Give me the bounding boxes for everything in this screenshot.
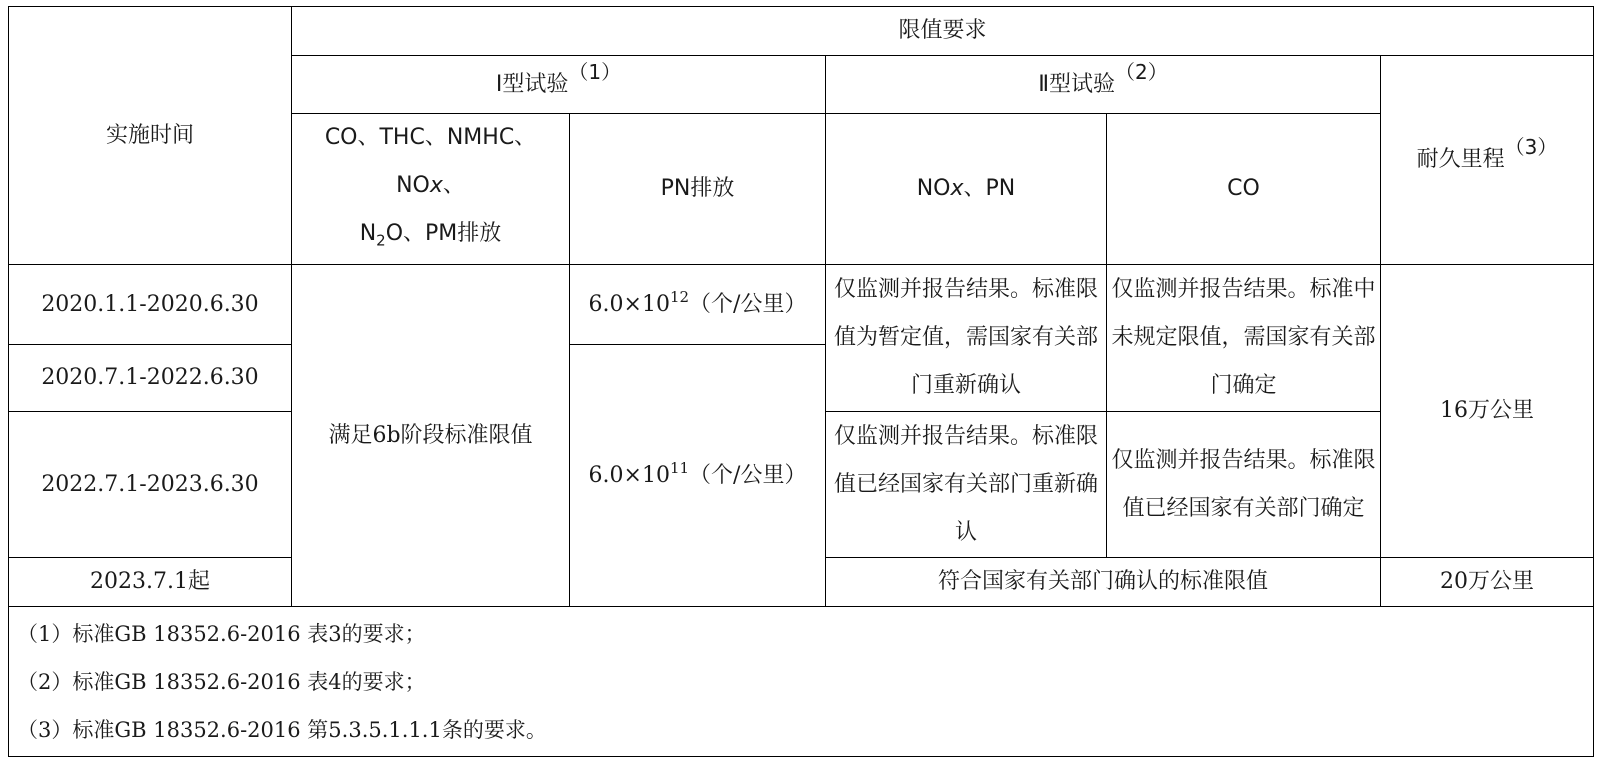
pn1-base: 6.0×10 xyxy=(588,291,670,317)
header-type1 xyxy=(292,56,826,114)
footnote-1: （1）标准GB 18352.6-2016 表3的要求； xyxy=(17,621,426,646)
nox-label: NO xyxy=(916,176,951,202)
pollutants-var: x xyxy=(429,173,443,198)
pollutants-sub: 2 xyxy=(376,231,386,250)
header-limits: 限值要求 xyxy=(292,7,1594,56)
standards-table xyxy=(8,6,1594,757)
pn2-exp: 11 xyxy=(669,458,690,477)
durability-b: 20万公里 xyxy=(1381,558,1594,607)
header-co: CO xyxy=(1107,114,1381,265)
type1-note: （1） xyxy=(568,59,622,84)
time-row3: 2022.7.1-2023.6.30 xyxy=(9,412,292,558)
type2-label: Ⅱ型试验 xyxy=(1038,71,1116,97)
durability-a: 16万公里 xyxy=(1381,265,1594,558)
header-pollutants xyxy=(292,114,570,265)
header-pn: PN排放 xyxy=(570,114,826,265)
pn2-unit: （个/公里） xyxy=(689,462,807,488)
nox-pn-label: 、PN xyxy=(963,176,1016,202)
footnotes xyxy=(9,607,1594,757)
header-durability xyxy=(1381,56,1594,265)
pollutants-sep: 、 xyxy=(442,173,465,198)
time-row2: 2020.7.1-2022.6.30 xyxy=(9,345,292,412)
durability-label: 耐久里程 xyxy=(1416,147,1505,173)
header-impl-time: 实施时间 xyxy=(9,7,292,265)
pn1-unit: （个/公里） xyxy=(689,291,807,317)
pollutants-line2: O、PM排放 xyxy=(385,221,502,246)
type1-label: Ⅰ型试验 xyxy=(495,71,569,97)
time-row1: 2020.1.1-2020.6.30 xyxy=(9,265,292,345)
nox-requirement-b: 仅监测并报告结果。标准限值已经国家有关部门重新确认 xyxy=(826,412,1107,558)
type2-note: （2） xyxy=(1115,59,1168,84)
pollutants-n: N xyxy=(359,221,377,246)
pn-limit-1 xyxy=(570,265,826,345)
co-requirement-b: 仅监测并报告结果。标准限值已经国家有关部门确定 xyxy=(1107,412,1381,558)
pn-limit-2 xyxy=(570,345,826,607)
type1-requirement: 满足6b阶段标准限值 xyxy=(292,265,570,607)
header-nox-pn xyxy=(826,114,1107,265)
durability-note: （3） xyxy=(1504,135,1558,160)
co-requirement-a: 仅监测并报告结果。标准中未规定限值，需国家有关部门确定 xyxy=(1107,265,1381,412)
nox-requirement-a: 仅监测并报告结果。标准限值为暂定值，需国家有关部门重新确认 xyxy=(826,265,1107,412)
pollutants-line1: CO、THC、NMHC、NO xyxy=(324,125,537,198)
header-type2 xyxy=(826,56,1381,114)
pn1-exp: 12 xyxy=(669,287,690,306)
nox-var: x xyxy=(950,176,964,202)
footnote-3: （3）标准GB 18352.6-2016 第5.3.5.1.1.1条的要求。 xyxy=(17,717,547,742)
time-row4: 2023.7.1起 xyxy=(9,558,292,607)
footnote-2: （2）标准GB 18352.6-2016 表4的要求； xyxy=(17,669,426,694)
type2-final: 符合国家有关部门确认的标准限值 xyxy=(826,558,1381,607)
pn2-base: 6.0×10 xyxy=(588,462,670,488)
